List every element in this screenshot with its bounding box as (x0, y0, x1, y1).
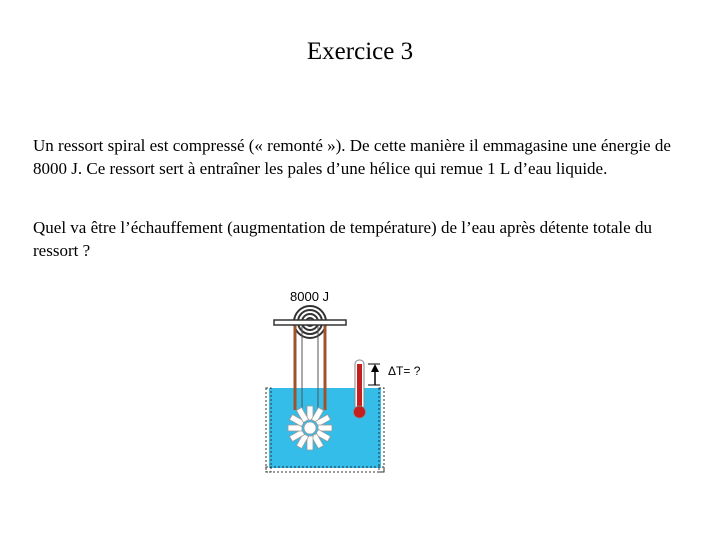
delta-t-arrow (368, 364, 380, 385)
spring-coil-icon (274, 306, 346, 338)
experiment-figure (262, 284, 442, 474)
question-paragraph: Quel va être l’échauffement (augmentation de température) de l’eau après détente totale du ressort ? (33, 218, 652, 260)
intro-paragraph: Un ressort spiral est compressé (« remonté »). De cette manière il emmagasine une énergie de 8000 J. Ce ressort sert à entraîner les pales d’une hélice qui remue 1 L d’eau liquide. (33, 136, 671, 178)
energy-label: 8000 J (290, 289, 330, 304)
delta-t-label: ΔT= ? (388, 364, 421, 378)
page-title: Exercice 3 (306, 38, 414, 65)
thermometer-icon (354, 360, 366, 418)
